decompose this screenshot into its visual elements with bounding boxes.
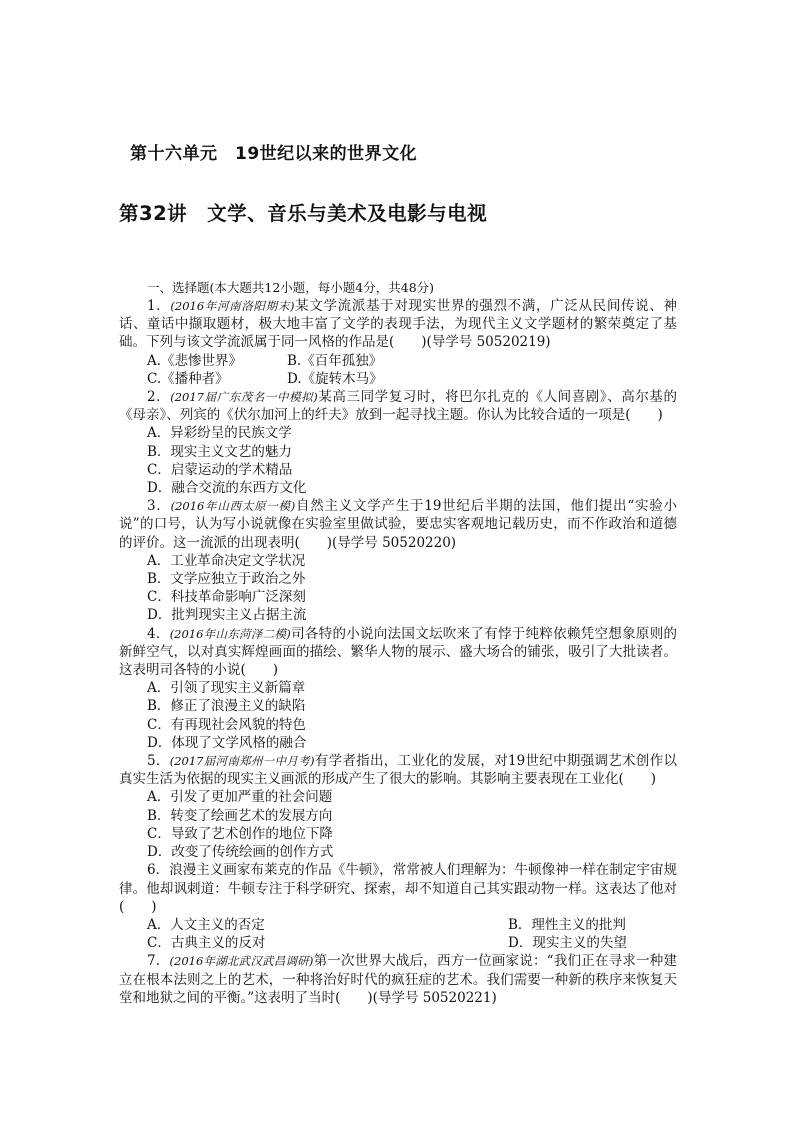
option-c[interactable]: C．启蒙运动的学术精品 xyxy=(147,461,293,478)
question-text: 第一次世界大战后，西方一位画家说：“我们正在寻求一种建立在根本法则之上的艺术，一种将治好时代的疯狂症的艺术。我们需要一种新的秩序来恢复天堂和地狱之间的平衡。”这表明了当时( )(导学号 50520221) xyxy=(119,953,677,1006)
question-stem xyxy=(119,625,677,680)
option-d[interactable]: D．融合交流的东西方文化 xyxy=(147,480,307,497)
options-row xyxy=(119,916,677,934)
question-number: 1． xyxy=(147,298,171,314)
option-c[interactable]: C．导致了艺术创作的地位下降 xyxy=(147,825,333,842)
option-c[interactable]: C.《播种者》 xyxy=(147,370,229,387)
option-d[interactable]: D．体现了文学风格的融合 xyxy=(147,734,307,751)
option-d[interactable]: D.《旋转木马》 xyxy=(287,370,383,387)
question-number: 7． xyxy=(147,953,170,970)
option-b[interactable]: B．修正了浪漫主义的缺陷 xyxy=(147,698,306,715)
question-source: (2017届河南郑州一中月考) xyxy=(169,754,315,769)
option-a[interactable]: A.《悲惨世界》 xyxy=(147,352,243,369)
options-row xyxy=(119,370,677,388)
question-source: (2016年湖北武汉武昌调研) xyxy=(169,954,314,969)
question-stem xyxy=(119,752,677,788)
option-a[interactable]: A．引领了现实主义新篇章 xyxy=(147,680,306,697)
question-text: 有学者指出，工业化的发展，对19世纪中期强调艺术创作以真实生活为依据的现实主义画派的形成产生了很大的影响。其影响主要表现在工业化( ) xyxy=(119,753,677,788)
question-text: 某高三同学复习时，将巴尔扎克的《人间喜剧》、高尔基的《母亲》、列宾的《伏尔加河上的纤夫》放到一起寻找主题。你认为比较合适的一项是( ) xyxy=(119,389,678,424)
question-number: 4． xyxy=(147,625,170,642)
question-number: 5． xyxy=(147,753,170,770)
options-row xyxy=(119,352,677,370)
option-c[interactable]: C．有再现社会风貌的特色 xyxy=(147,716,306,733)
question-stem xyxy=(119,388,677,424)
option-d[interactable]: D．改变了传统绘画的创作方式 xyxy=(147,844,334,861)
option-a[interactable]: A．异彩纷呈的民族文学 xyxy=(147,425,292,442)
question-number: 6． xyxy=(147,862,170,879)
question-source: (2017届广东茂名一中模拟) xyxy=(170,390,318,405)
option-d[interactable]: D．现实主义的失望 xyxy=(508,935,627,952)
question-text: 某文学流派基于对现实世界的强烈不满，广泛从民间传说、神话、童话中撷取题材，极大地丰富了文学的表现手法，为现代主义文学题材的繁荣奠定了基础。下列与该文学流派属于同一风格的作品是( )(导学号 50520219) xyxy=(119,298,677,351)
lesson-title: 第32讲 文学、音乐与美术及电影与电视 xyxy=(119,202,488,225)
question-source: (2016年山东菏泽二模) xyxy=(169,626,291,641)
option-c[interactable]: C．古典主义的反对 xyxy=(147,935,266,952)
question-number: 2． xyxy=(147,389,171,406)
question-text: 司各特的小说向法国文坛吹来了有悖于纯粹依赖凭空想象原则的新鲜空气，以对真实辉煌画面的描绘、繁华人物的展示、盛大场合的铺张，吸引了大批读者。这表明司各特的小说( ) xyxy=(119,625,678,679)
section-heading: 一、选择题(本大题共12小题，每小题4分，共48分) xyxy=(147,280,435,295)
question-number: 3． xyxy=(147,498,171,515)
unit-title: 第十六单元 19世纪以来的世界文化 xyxy=(130,144,418,164)
question-stem xyxy=(119,497,677,552)
option-b[interactable]: B．文学应独立于政治之外 xyxy=(147,571,306,588)
option-c[interactable]: C．科技革命影响广泛深刻 xyxy=(147,589,306,606)
option-a[interactable]: A．引发了更加严重的社会问题 xyxy=(147,789,333,806)
question-stem xyxy=(119,952,677,1007)
option-b[interactable]: B．理性主义的批判 xyxy=(508,916,626,933)
option-b[interactable]: B.《百年孤独》 xyxy=(287,352,383,369)
question-text: 浪漫主义画家布莱克的作品《牛顿》，常常被人们理解为：牛顿像神一样在制定宇宙规律。他却讽刺道：牛顿专注于科学研究、探索，却不知道自己其实跟动物一样。这表达了他对( ) xyxy=(119,862,678,915)
option-a[interactable]: A．人文主义的否定 xyxy=(147,916,265,933)
question-body xyxy=(119,279,677,1007)
option-b[interactable]: B．现实主义文艺的魅力 xyxy=(147,443,292,460)
question-source: (2016年山西太原一模) xyxy=(170,499,296,514)
options-row xyxy=(119,934,677,952)
option-b[interactable]: B．转变了绘画艺术的发展方向 xyxy=(147,807,333,824)
question-stem xyxy=(119,297,677,352)
option-a[interactable]: A．工业革命决定文学状况 xyxy=(147,552,306,569)
question-source: (2016年河南洛阳期末) xyxy=(170,299,295,313)
question-text: 自然主义文学产生于19世纪后半期的法国，他们提出“实验小说”的口号，认为写小说就像在实验室里做试验，要忠实客观地记载历史，而不作政治和道德的评价。这一流派的出现表明( )(导学号 50520220) xyxy=(119,498,677,551)
option-d[interactable]: D．批判现实主义占据主流 xyxy=(147,607,307,624)
question-stem xyxy=(119,861,677,916)
